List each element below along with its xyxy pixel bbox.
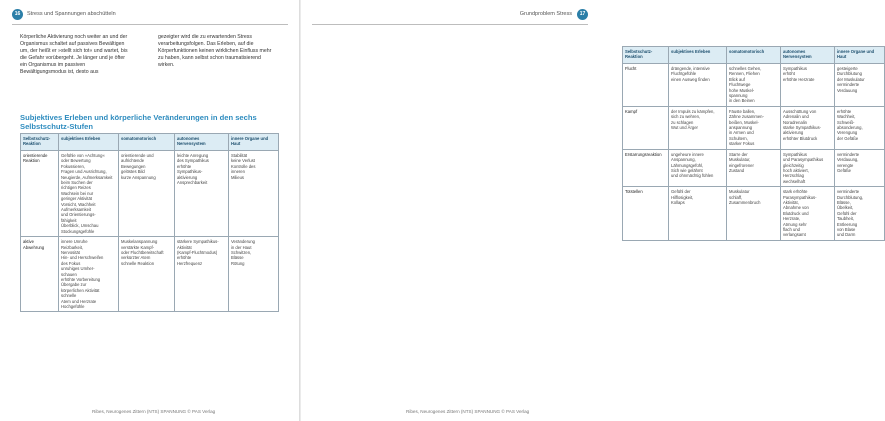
cell-line: einen Ausweg finden	[671, 76, 710, 82]
page-number-badge: 16	[12, 9, 23, 20]
cell-line: und Darm	[837, 232, 856, 238]
cell-line: Vorsicht, Wachheit	[61, 201, 96, 207]
cell-line: Atmung sehr	[783, 221, 807, 227]
cell-line: beim Suchen der	[61, 180, 93, 186]
cell-line: Parasympathikus-	[783, 194, 817, 200]
cell-line: erhöhter Blutdruck	[783, 135, 818, 141]
cell-line: spannung	[729, 93, 748, 99]
cell-line: schauen	[61, 271, 77, 277]
table-row	[21, 237, 279, 312]
cell-line: fähigkeit	[61, 217, 77, 223]
cell-line: Zusammenbruch	[729, 199, 761, 205]
table-cell	[781, 64, 835, 107]
cell-line: Schwitzen,	[231, 249, 252, 255]
stress-response-table	[20, 133, 279, 312]
cell-line: flach und	[783, 226, 800, 232]
cell-line: des Fokus	[61, 260, 81, 266]
cell-line: aufrichtende	[121, 158, 145, 164]
cell-line: Hochgefühle	[61, 303, 85, 309]
cell-line: kurze Anspannung	[121, 174, 156, 180]
cell-line: starke Sympathikus-	[783, 125, 821, 131]
cell-line: Wut und Ärger	[671, 125, 698, 131]
cell-line: verminderte	[837, 189, 860, 195]
cell-line: Gefäße	[837, 167, 851, 173]
cell-line: in den Beinen	[729, 98, 755, 104]
table-row	[623, 106, 885, 149]
cell-line: erhöhte Vorbereitung	[61, 276, 101, 282]
cell-line: inneren	[231, 169, 245, 175]
page-number-badge: 17	[577, 9, 588, 20]
cell-line: richtigen Reizes	[61, 185, 91, 191]
table-cell	[781, 106, 835, 149]
cell-line: erhöht	[783, 71, 795, 77]
page-footer: Ribes, Neurogenes Zittern (NTS) SPANNUNG © PAS Verlag	[92, 409, 216, 414]
cell-line: innere Unruhe	[61, 239, 88, 245]
cell-line: Verdauung,	[837, 157, 859, 163]
column-header: autonomes Nervensystem	[175, 134, 229, 151]
cell-line: verstärkte Kampf-	[121, 244, 155, 250]
cell-line: Übelkeit,	[837, 205, 854, 211]
column-header: somatomotorisch	[119, 134, 175, 151]
cell-line: Fluchtgefühle	[671, 71, 697, 77]
table-cell	[59, 151, 119, 237]
table-cell	[229, 237, 279, 312]
cell-line: der Impuls zu kämpfen,	[671, 108, 715, 114]
stage-cell: Erstarrungsreaktion	[623, 149, 669, 186]
cell-line: des Sympathikus	[177, 158, 209, 164]
stage-cell: orientierende Reaktion	[21, 151, 59, 237]
column-header: somatomotorisch	[727, 47, 781, 64]
cell-line: erhöhte	[837, 108, 852, 114]
cell-line: Hilflosigkeit,	[671, 194, 694, 200]
cell-line: Aktivität,	[783, 199, 799, 205]
stage-cell: Totstellen	[623, 187, 669, 241]
cell-line: Fäuste ballen,	[729, 108, 756, 114]
stage-cell: Kampf	[623, 106, 669, 149]
cell-line: schnelle	[61, 293, 77, 299]
table-cell	[669, 149, 727, 186]
cell-line: Sympathikus-	[177, 169, 203, 175]
cell-line: und Orientierungs-	[61, 212, 96, 218]
cell-line: oder Fluchtbereitschaft	[121, 249, 164, 255]
cell-line: Schultern,	[729, 135, 748, 141]
column-header: subjektives Erleben	[669, 47, 727, 64]
header-rule	[12, 24, 288, 25]
cell-line: Kollaps	[671, 199, 685, 205]
table-cell	[119, 151, 175, 237]
cell-line: gleichzeitig	[783, 162, 804, 168]
cell-line: Sympathikus	[783, 151, 807, 157]
cell-line: Gefühle von »Achtung«	[61, 153, 105, 158]
column-header: Selbstschutz-Reaktion	[623, 47, 669, 64]
right-page	[300, 0, 875, 421]
cell-line: starker Fokus	[729, 141, 755, 147]
table-row	[623, 187, 885, 241]
body-paragraph: gezeigter wird die zu erwartenden Stress verarbeitungsfolgen. Das Erleben, auf die Körperfunktionen keinen wirklichen Einfluss mehr zu haben, kann selbst schon traumatisierend wirken.	[158, 34, 272, 68]
table-cell	[175, 237, 229, 312]
body-paragraph: Körperliche Aktivierung noch weiter an und der Organismus schaltet auf passives Bewältigen um, der heißt er »stellt sich tot« und wartet, bis die Gefahr vorübergeht. Je länger und je öfter ein Organismus im passiven Bewältigungsmodus ist, desto aus	[20, 34, 128, 75]
cell-line: sich zu wehren,	[671, 114, 701, 120]
cell-line: leichte Anregung	[177, 153, 209, 158]
cell-line: Stabilität	[231, 153, 248, 158]
cell-line: beißen, Muskel-	[729, 119, 759, 125]
cell-line: Hin- und Herschweifen	[61, 255, 104, 261]
cell-line: Entleerung	[837, 221, 858, 227]
table-cell	[59, 237, 119, 312]
cell-line: hoch aktiviert,	[783, 167, 809, 173]
cell-line: hohe Muskel-	[729, 87, 755, 93]
table-header-row	[623, 47, 885, 64]
table-row	[623, 64, 885, 107]
cell-line: anspannung	[729, 125, 753, 131]
cell-line: Fokussieren,	[61, 163, 85, 169]
table-cell	[781, 149, 835, 186]
left-page	[0, 0, 300, 421]
stress-response-table	[622, 46, 885, 241]
cell-line: geringer Aktivität	[61, 196, 92, 202]
cell-line: wechselhaft	[783, 178, 806, 184]
cell-line: Blässe	[231, 255, 244, 261]
column-header: subjektives Erleben	[59, 134, 119, 151]
cell-line: stärkere Sympathikus-	[177, 239, 219, 245]
cell-line: und Parasympathikus	[783, 157, 824, 163]
cell-line: Stockungsgefühle	[61, 228, 95, 234]
cell-line: Schweiß-	[837, 119, 855, 125]
table-row	[623, 149, 885, 186]
cell-line: Atem und Herzrate	[61, 298, 97, 304]
table-cell	[835, 187, 885, 241]
table-cell	[727, 106, 781, 149]
cell-line: absonderung,	[837, 125, 863, 131]
cell-line: unruhiges Umher-	[61, 266, 95, 272]
cell-line: Gefühl der	[837, 210, 857, 216]
cell-line: Bewegungen	[121, 163, 146, 169]
cell-line: Sympathikus	[783, 66, 807, 71]
cell-line: Herzfrequenz	[177, 260, 203, 266]
cell-line: keine Verlust	[231, 158, 255, 164]
table-cell	[669, 106, 727, 149]
cell-line: Aktivität	[177, 244, 192, 250]
column-header: autonomes Nervensystem	[781, 47, 835, 64]
cell-line: verminderte	[837, 82, 860, 88]
cell-line: Sich wie gelähmt	[671, 167, 703, 173]
cell-line: Ausschüttung von	[783, 108, 817, 114]
column-header: Selbstschutz-Reaktion	[21, 134, 59, 151]
cell-line: Rennen, Fliehen	[729, 71, 760, 77]
cell-line: Blutdruck und	[783, 210, 809, 216]
table-cell	[119, 237, 175, 312]
table-cell	[727, 64, 781, 107]
page-footer: Ribes, Neurogenes Zittern (NTS) SPANNUNG © PAS Verlag	[406, 409, 530, 414]
table-cell	[835, 106, 885, 149]
cell-line: (Kampf-Fluchtmodus)	[177, 249, 218, 255]
cell-line: Anspannung,	[671, 157, 696, 163]
cell-line: Gefühl der	[671, 189, 691, 195]
cell-line: schlaff,	[729, 194, 743, 200]
cell-line: oder Bewertung	[61, 158, 91, 164]
cell-line: schnelle Reaktion	[121, 260, 155, 266]
cell-line: zu schlagen	[671, 119, 694, 125]
cell-line: Durchblutung	[837, 71, 862, 77]
cell-line: drängende, intensive	[671, 66, 710, 71]
cell-line: Herzschlag	[783, 173, 804, 179]
table-cell	[229, 151, 279, 237]
cell-line: Nervosität	[61, 249, 80, 255]
cell-line: Blick auf	[729, 76, 745, 82]
cell-line: Lähmungsgefühl,	[671, 162, 704, 168]
cell-line: erhöhte	[177, 163, 192, 169]
table-cell	[781, 187, 835, 241]
stage-cell: aktive Abwehrung	[21, 237, 59, 312]
cell-line: Noradrenalin	[783, 119, 807, 125]
table-cell	[727, 187, 781, 241]
book-gutter	[299, 0, 301, 421]
stage-cell: Flucht	[623, 64, 669, 107]
cell-line: Aufmerksamkeit	[61, 207, 92, 213]
cell-line: Überblick, Umschau	[61, 223, 99, 229]
cell-line: gesteigerte	[837, 66, 858, 71]
table-cell	[669, 64, 727, 107]
table-cell	[835, 64, 885, 107]
table-cell	[727, 149, 781, 186]
table-cell	[835, 149, 885, 186]
cell-line: Taubheit,	[837, 216, 854, 222]
cell-line: Fragen und Ausrichtung,	[61, 169, 107, 175]
cell-line: verlangsamt	[783, 232, 806, 238]
cell-line: Muskulatur,	[729, 157, 751, 163]
cell-line: Verdauung	[837, 87, 858, 93]
cell-line: Muskulatur	[729, 189, 750, 195]
cell-line: Adrenalin und	[783, 114, 809, 120]
cell-line: Wachsein bei nur	[61, 190, 94, 196]
cell-line: Wachheit,	[837, 114, 856, 120]
cell-line: Übergabe zur	[61, 282, 87, 288]
cell-line: verkürzter Atem	[121, 255, 151, 261]
cell-line: Fluchtwege	[729, 82, 751, 88]
cell-line: Durchblutung,	[837, 194, 864, 200]
cell-line: gelöstes Bild	[121, 169, 145, 175]
section-heading: Subjektives Erleben und körperliche Veränderungen in den sechs Selbstschutz-Stufen	[20, 113, 257, 131]
cell-line: Ansprechbarkeit	[177, 180, 208, 186]
cell-line: orientierende und	[121, 153, 154, 158]
table-cell	[669, 187, 727, 241]
cell-line: in der Haut	[231, 244, 252, 250]
running-head: Grundproblem Stress	[519, 11, 572, 17]
cell-line: Blässe,	[837, 199, 851, 205]
cell-line: körperlichen Aktivität	[61, 287, 100, 293]
cell-line: und ohnmächtig fühlen	[671, 173, 714, 179]
cell-line: schnelles Gehen,	[729, 66, 762, 71]
header-rule	[312, 24, 588, 25]
cell-line: Verengung	[837, 130, 858, 136]
cell-line: erhöhte	[177, 255, 192, 261]
cell-line: Zähne zusammen-	[729, 114, 764, 120]
cell-line: stark erhöhte	[783, 189, 808, 195]
cell-line: verminderte	[837, 151, 860, 157]
cell-line: Reizbarkeit,	[61, 244, 84, 250]
cell-line: Kontrolle des	[231, 163, 256, 169]
cell-line: aktivierung	[783, 130, 804, 136]
cell-line: Abnahme von	[783, 205, 809, 211]
cell-line: in Armen und	[729, 130, 754, 136]
table-cell	[175, 151, 229, 237]
table-row	[21, 151, 279, 237]
column-header: innere Organe und Haut	[229, 134, 279, 151]
cell-line: aktivierung	[177, 174, 198, 180]
cell-line: verengte	[837, 162, 854, 168]
cell-line: Rötung	[231, 260, 245, 266]
cell-line: erhöhte Herzrate	[783, 76, 815, 82]
table-header-row	[21, 134, 279, 151]
column-header: innere Organe und Haut	[835, 47, 885, 64]
cell-line: der Muskulatur	[837, 76, 865, 82]
cell-line: Herzrate,	[783, 216, 801, 222]
running-head: Stress und Spannungen abschütteln	[27, 11, 116, 17]
cell-line: Muskelanspannung	[121, 239, 158, 245]
cell-line: Veränderung	[231, 239, 255, 245]
cell-line: von Blase	[837, 226, 856, 232]
cell-line: Neugierde, Aufmerksamkeit	[61, 174, 113, 180]
cell-line: Milieus	[231, 174, 245, 180]
cell-line: ungeheure innere	[671, 151, 704, 157]
cell-line: Starre der	[729, 151, 748, 157]
cell-line: Zustand	[729, 167, 745, 173]
cell-line: eingefrorener	[729, 162, 754, 168]
cell-line: der Gefäße	[837, 135, 859, 141]
